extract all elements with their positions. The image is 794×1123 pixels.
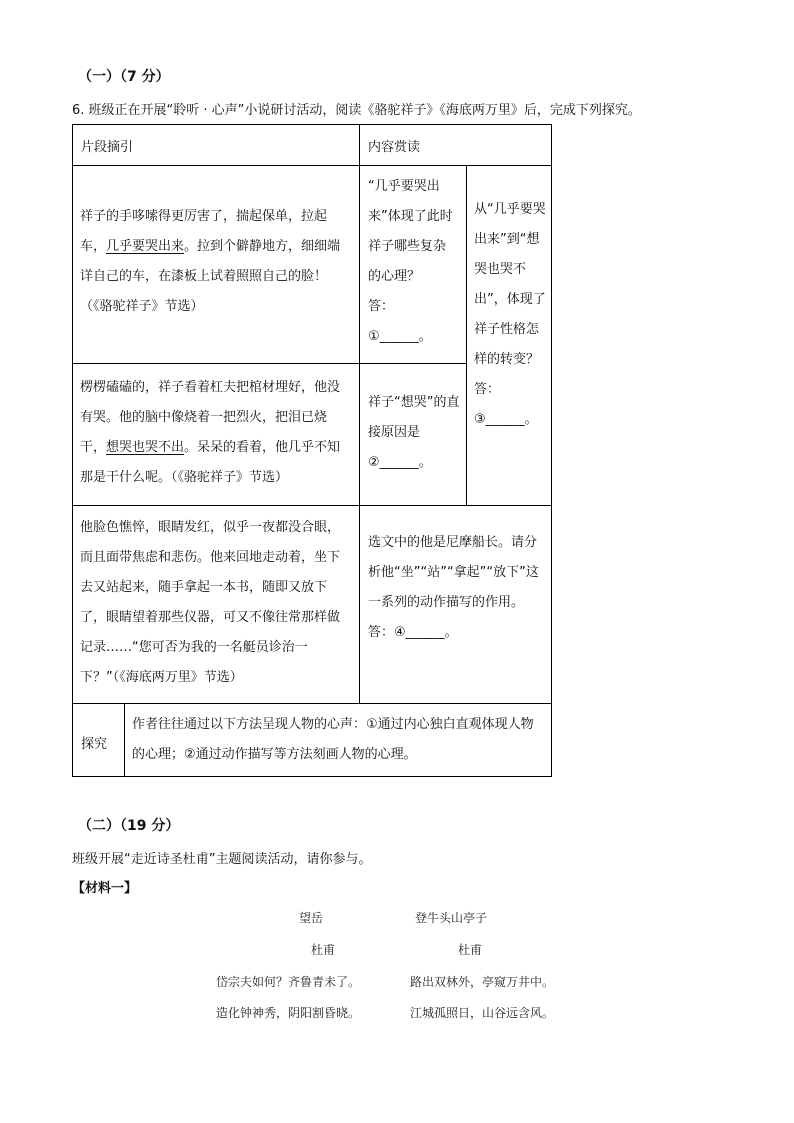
row2-question: 祥子“想哭”的直接原因是 ②______。 — [368, 395, 460, 470]
row1-excerpt: 祥子的手哆嗦得更厉害了，揣起保单，拉起车，几乎要哭出来。拉到个僻静地方，细细端详自己的车，在漆板上试着照照自己的脸！（《骆驼祥子》节选） — [80, 209, 341, 314]
poem1-title: 望岳 — [299, 911, 324, 925]
section2-heading: （二）（19 分） — [78, 818, 180, 834]
table-border-left — [72, 124, 73, 777]
table-rule-row1 — [72, 363, 466, 364]
row2-underlined-phrase: 想哭也哭不出 — [106, 440, 185, 455]
row3-question: 选文中的他是尼摩船长。请分析他“坐”“站”“拿起”“放下”这一系列的动作描写的作用。 答：④______。 — [368, 535, 539, 640]
row1-question: “几乎要哭出来”体现了此时祥子哪些复杂的心理？ 答： ①______。 — [368, 179, 453, 344]
table-border-right — [551, 124, 552, 777]
explore-text: 作者往往通过以下方法呈现人物的心声：①通过内心独白直观体现人物的心理；②通过动作描写等方法刻画人物的心理。 — [132, 717, 534, 762]
poem2-line1: 路出双林外，亭窥万井中。 — [410, 975, 555, 989]
poem2-title: 登牛头山亭子 — [415, 911, 488, 925]
question-number: 6. — [72, 103, 85, 118]
explore-label: 探究 — [81, 737, 108, 752]
table-col-divider — [359, 124, 360, 704]
row1-answer-blank[interactable]: ①______。 — [368, 329, 432, 344]
table-border-bottom — [72, 776, 552, 777]
table-subcol-divider — [466, 165, 467, 506]
shared-answer-blank[interactable]: ③______。 — [474, 412, 538, 427]
row3-excerpt: 他脸色憔悴，眼睛发红，似乎一夜都没合眼，而且面带焦虑和悲伤。他来回地走动着，坐下去又站起来，随手拿起一本书，随即又放下了，眼睛望着那些仪器，可又不像往常那样做记录……“您可否为我的一名艇员诊治一下？”（《海底两万里》节选） — [80, 520, 341, 685]
table-rule-row3 — [72, 703, 552, 704]
row2-excerpt: 楞楞磕磕的，祥子看着杠夫把棺材埋好，他没有哭。他的脑中像烧着一把烈火，把泪已烧干，想哭也哭不出。呆呆的看着，他几乎不知那是干什么呢。（《骆驼祥子》节选） — [80, 380, 341, 485]
row3-answer[interactable]: 答：④______。 — [368, 625, 458, 640]
shared-question: 从“几乎要哭出来”到“想哭也哭不出”，体现了祥子性格怎样的转变？ 答： ③______。 — [474, 202, 546, 427]
section2-intro: 班级开展“走近诗圣杜甫”主题阅读活动，请你参与。 — [72, 852, 372, 867]
header-appreciation: 内容赏读 — [368, 140, 421, 155]
poem2-author: 杜甫 — [458, 943, 483, 957]
shared-answer-label: 答： — [474, 382, 501, 397]
header-excerpt: 片段摘引 — [81, 140, 134, 155]
table-explore-divider — [124, 703, 125, 777]
question-text: 班级正在开展“聆听 · 心声”小说研讨活动，阅读《骆驼祥子》《海底两万里》后，完成下列探究。 — [88, 103, 641, 118]
row1-underlined-phrase: 几乎要哭出来 — [106, 239, 185, 254]
poem1-author: 杜甫 — [311, 943, 336, 957]
section1-heading: （一）（7 分） — [78, 69, 170, 85]
table-rule-row2 — [72, 505, 552, 506]
row1-answer-label: 答： — [368, 299, 395, 314]
question-6 — [72, 99, 641, 118]
poem1-line2: 造化钟神秀，阴阳割昏晓。 — [216, 1006, 361, 1020]
table-rule-header — [72, 165, 552, 166]
table-border-top — [72, 124, 552, 125]
row2-answer-blank[interactable]: ②______。 — [368, 455, 432, 470]
material-label: 【材料一】 — [72, 881, 138, 896]
poem2-line2: 江城孤照日，山谷远含风。 — [410, 1006, 555, 1020]
poem1-line1: 岱宗夫如何？齐鲁青未了。 — [216, 975, 361, 989]
